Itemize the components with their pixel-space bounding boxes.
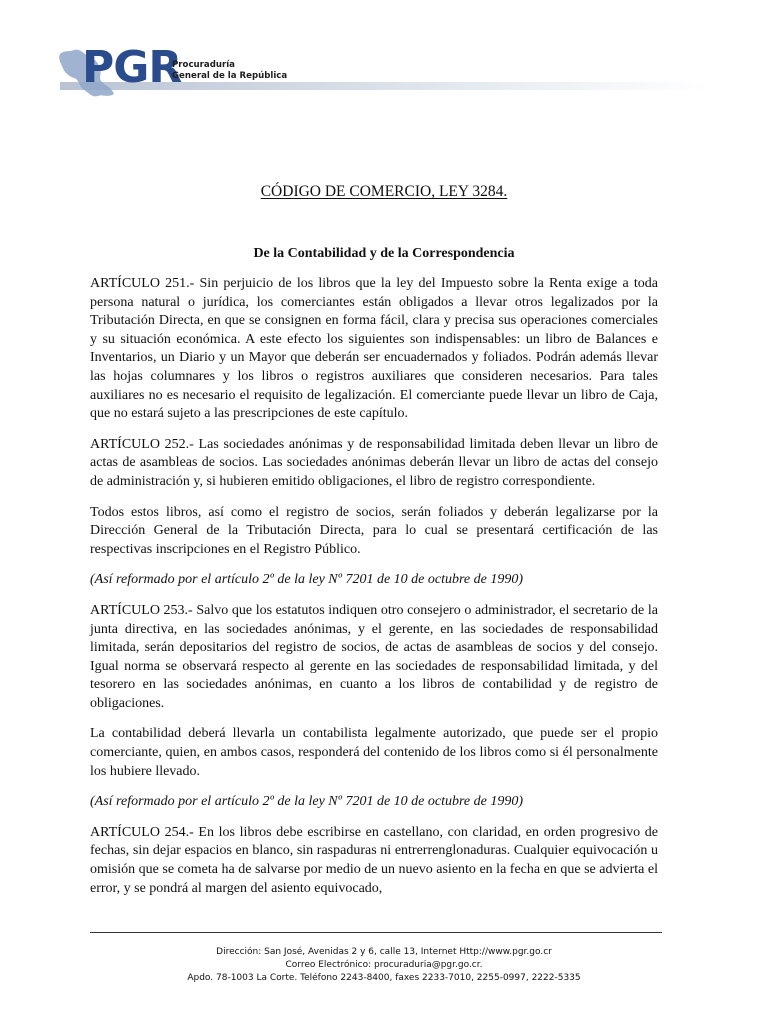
footer-address: Dirección: San José, Avenidas 2 y 6, calle 13, Internet Http://www.pgr.go.cr <box>216 947 552 957</box>
document-body <box>90 275 658 910</box>
reform-note: (Así reformado por el artículo 2º de la ley Nº 7201 de 10 de octubre de 1990) <box>90 794 524 810</box>
logo-subtitle-line2: General de la República <box>172 71 288 81</box>
pgr-logo-subtitle <box>172 60 287 82</box>
pgr-logo-text: PGR <box>82 42 182 93</box>
footer-email: Correo Electrónico: procuraduria@pgr.go.cr. <box>285 960 483 970</box>
page-header <box>0 0 768 110</box>
paragraph-books-legalization: Todos estos libros, así como el registro de socios, serán foliados y deberán legalizarse por la Dirección General de la Tributación Directa, para lo cual se presentará certificación de las respectivas inscripciones en el Registro Público. <box>90 504 658 557</box>
section-subtitle: De la Contabilidad y de la Correspondencia <box>253 246 515 261</box>
article-253: ARTÍCULO 253.- Salvo que los estatutos indiquen otro consejero o administrador, el secretario de la junta directiva, en las sociedades anónimas, y el gerente, en las sociedades de responsabilidad limitada, serán depositarios del registro de socios, de actas de asambleas de socios y del consejo. Igual norma se observará respecto al gerente en las sociedades de responsabilidad limitada, y del tesorero en las sociedades anónimas, en cuanto a los libros de contabilidad y de registro de obligaciones. <box>90 602 658 711</box>
footer-divider <box>90 932 662 933</box>
article-254: ARTÍCULO 254.- En los libros debe escribirse en castellano, con claridad, en orden progresivo de fechas, sin dejar espacios en blanco, sin raspaduras ni entrerrenglonaduras. Cualquier equivocación u omisión que se cometa ha de salvarse por medio de un nuevo asiento en la fecha en que se advierta el error, y se pondrá al margen del asiento equivocado, <box>90 824 658 896</box>
paragraph-accountant: La contabilidad deberá llevarla un contabilista legalmente autorizado, que puede ser el propio comerciante, quien, en ambos casos, responderá del contenido de los libros como si él personalmente los hubiere llevado. <box>90 726 658 779</box>
article-252: ARTÍCULO 252.- Las sociedades anónimas y de responsabilidad limitada deben llevar un libro de actas de asambleas de socios. Las sociedades anónimas deberán llevar un libro de actas del consejo de administración y, si hubieren emitido obligaciones, el libro de registro correspondiente. <box>90 436 658 489</box>
document-title: CÓDIGO DE COMERCIO, LEY 3284. <box>260 183 508 200</box>
footer-phones: Apdo. 78-1003 La Corte. Teléfono 2243-8400, faxes 2233-7010, 2255-0997, 2222-5335 <box>187 973 581 983</box>
article-251: ARTÍCULO 251.- Sin perjuicio de los libros que la ley del Impuesto sobre la Renta exige a toda persona natural o jurídica, los comerciantes están obligados a llevar otros legalizados por la Tributación Directa, en que se consignen en forma fácil, clara y precisa sus operaciones comerciales y su situación económica. A este efecto los siguientes son indispensables: un libro de Balances e Inventarios, un Diario y un Mayor que deberán ser encuadernados y foliados. Podrán además llevar las hojas columnares y los libros o registros auxiliares que consideren necesarios. Para tales auxiliares no es necesario el requisito de legalización. El comerciante puede llevar un libro de Caja, que no estará sujeto a las prescripciones de este capítulo. <box>90 276 658 422</box>
logo-subtitle-line1: Procuraduría <box>172 60 235 70</box>
page-footer <box>0 946 768 985</box>
reform-note: (Así reformado por el artículo 2º de la ley Nº 7201 de 10 de octubre de 1990) <box>90 572 524 588</box>
